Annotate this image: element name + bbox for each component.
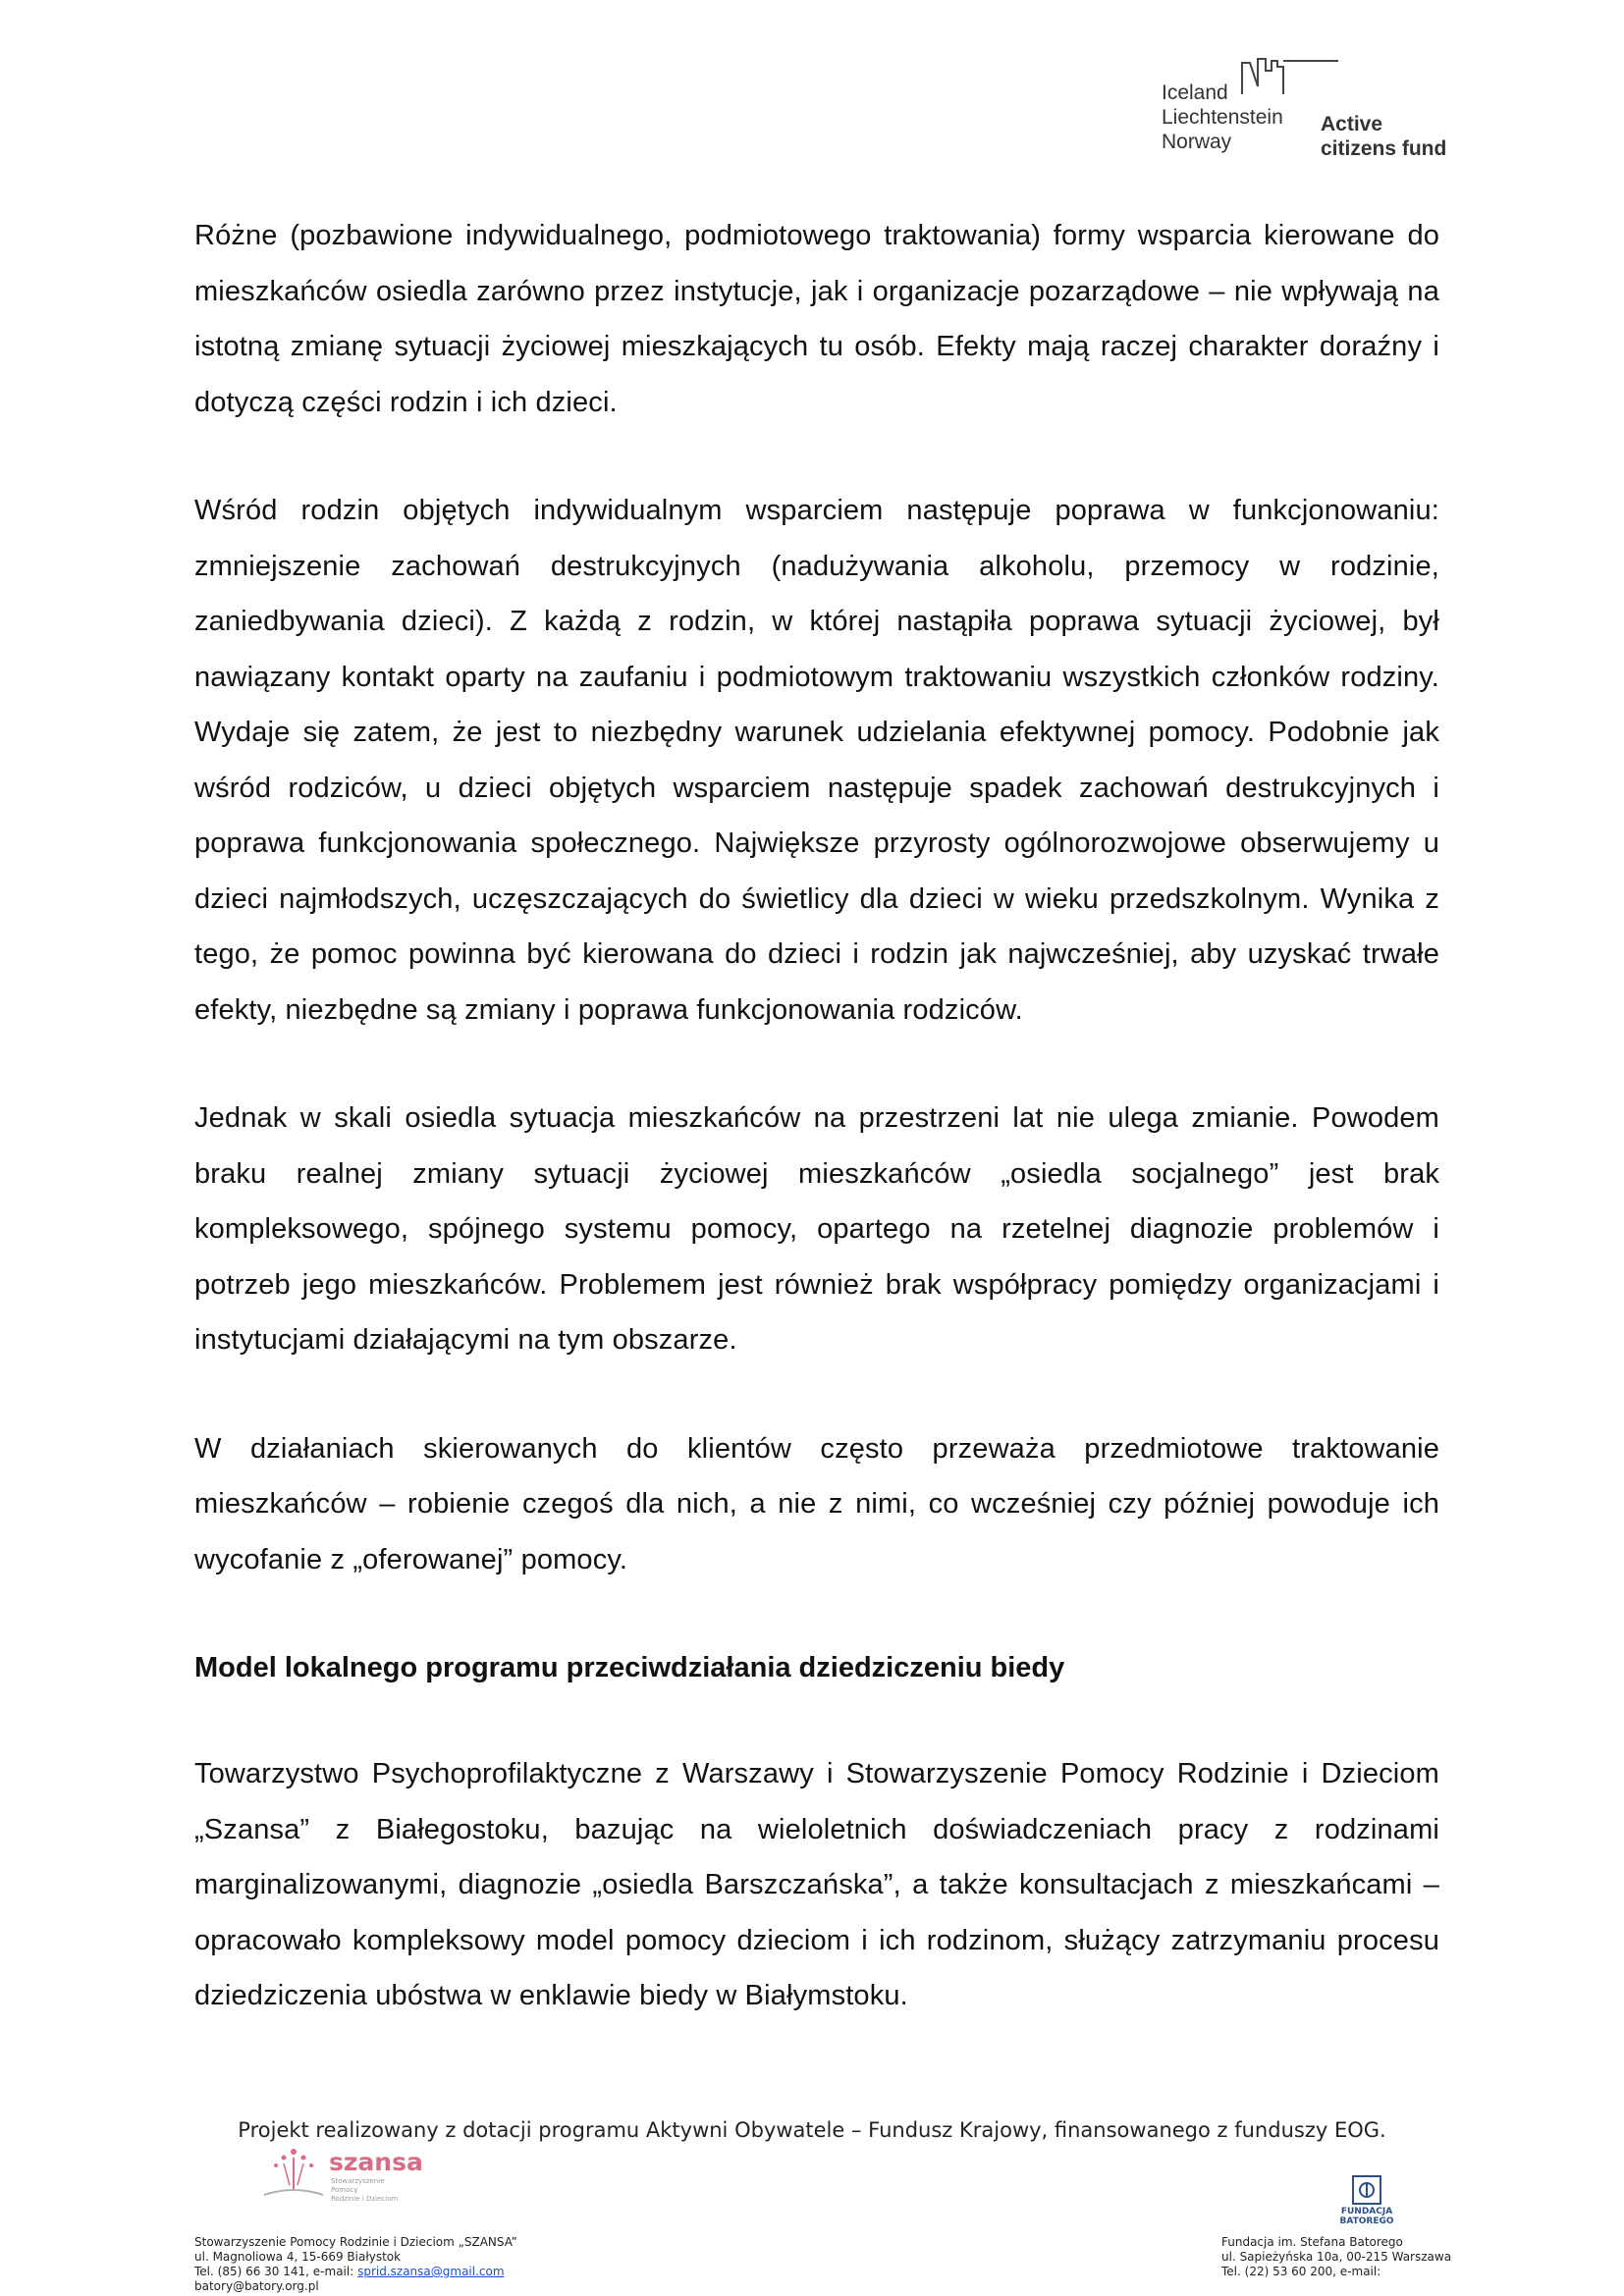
szansa-subtitle-line-3: Rodzinie i Dzieciom: [331, 2195, 399, 2203]
country-iceland: Iceland: [1162, 81, 1228, 104]
szansa-figures-icon: [260, 2146, 327, 2205]
batory-org-name: Fundacja im. Stefana Batorego: [1221, 2235, 1403, 2249]
funding-note: Projekt realizowany z dotacji programu Aktywni Obywatele – Fundusz Krajowy, finansowanego z funduszy EOG.: [238, 2118, 1386, 2142]
szansa-subtitle-line-1: Stowarzyszenie: [331, 2177, 385, 2185]
szansa-phone: Tel. (85) 66 30 141, e-mail:: [194, 2265, 358, 2278]
batory-label-line-1: FUNDACJA: [1340, 2207, 1393, 2216]
country-norway: Norway: [1162, 131, 1232, 153]
paragraph-2: Wśród rodzin objętych indywidualnym wsparciem następuje poprawa w funkcjonowaniu: zmniejszenie zachowań destrukcyjnych (nadużywania alkoholu, przemocy w rodzinie, zaniedbywania dzieci). Z każdą z rodzin, w której nastąpiła poprawa sytuacji życiowej, był nawiązany kontakt oparty na zaufaniu i podmiotowym traktowaniu wszystkich członków rodziny. Wydaje się zatem, że jest to niezbędny warunek udzielania efektywnej pomocy. Podobnie jak wśród rodziców, u dzieci objętych wsparciem następuje spadek zachowań destrukcyjnych i poprawa funkcjonowania społecznego. Największe przyrosty ogólnorozwojowe obserwujemy u dzieci najmłodszych, uczęszczających do świetlicy dla dzieci w wieku przedszkolnym. Wynika z tego, że pomoc powinna być kierowana do dzieci i rodzin jak najwcześniej, aby uzyskać trwałe efekty, niezbędne są zmiany i poprawa funkcjonowania rodziców.: [194, 495, 1439, 1026]
szansa-subtitle-line-2: Pomocy: [331, 2186, 358, 2194]
batory-label: [1337, 2207, 1396, 2226]
szansa-name: szansa: [329, 2148, 423, 2176]
batory-label-line-2: BATOREGO: [1339, 2216, 1394, 2226]
batory-address: ul. Sapieżyńska 10a, 00-215 Warszawa: [1221, 2250, 1452, 2264]
fund-line-2: citizens fund: [1321, 137, 1447, 160]
szansa-email-link[interactable]: sprid.szansa@gmail.com: [357, 2265, 505, 2278]
country-liechtenstein: Liechtenstein: [1162, 106, 1283, 129]
paragraph-1: Różne (pozbawione indywidualnego, podmiotowego traktowania) formy wsparcia kierowane do mieszkańców osiedla zarówno przez instytucje, jak i organizacje pozarządowe – nie wpływają na istotną zmianę sytuacji życiowej mieszkających tu osób. Efekty mają raczej charakter doraźny i dotyczą części rodzin i ich dzieci.: [194, 220, 1439, 418]
fund-name: [1321, 112, 1446, 161]
szansa-phone-email: [194, 2265, 517, 2279]
szansa-address: ul. Magnoliowa 4, 15-669 Białystok: [194, 2250, 402, 2264]
document-body: [194, 208, 1439, 2077]
paragraph-3: Jednak w skali osiedla sytuacja mieszkańców na przestrzeni lat nie ulega zmianie. Powodem braku realnej zmiany sytuacji życiowej mieszkańców „osiedla socjalnego” jest brak kompleksowego, spójnego systemu pomocy, opartego na rzetelnej diagnozie problemów i potrzeb jego mieszkańców. Problemem jest również brak współpracy pomiędzy organizacjami i instytucjami działającymi na tym obszarze.: [194, 1102, 1439, 1356]
batory-contact: [1221, 2235, 1451, 2279]
paragraph-4: W działaniach skierowanych do klientów często przeważa przedmiotowe traktowanie mieszkańców – robienie czegoś dla nich, a nie z nimi, co wcześniej czy później powoduje ich wycofanie z „oferowanej” pomocy.: [194, 1432, 1439, 1575]
szansa-org-name: Stowarzyszenie Pomocy Rodzinie i Dzieciom „SZANSA”: [194, 2235, 517, 2249]
section-heading: Model lokalnego programu przeciwdziałania dziedziczeniu biedy: [194, 1652, 1065, 1683]
countries-list: [1162, 80, 1283, 154]
fund-line-1: Active: [1321, 113, 1383, 135]
paragraph-5: Towarzystwo Psychoprofilaktyczne z Warszawy i Stowarzyszenie Pomocy Rodzinie i Dzieciom „Szansa” z Białegostoku, bazując na wieloletnich doświadczeniach pracy z rodzinami marginalizowanymi, diagnozie „osiedla Barszczańska”, a także konsultacjach z mieszkańcami – opracowało kompleksowy model pomocy dzieciom i ich rodzinom, służący zatrzymaniu procesu dziedziczenia ubóstwa w enklawie biedy w Białymstoku.: [194, 1758, 1439, 2011]
active-citizens-fund-logo: [1162, 57, 1456, 165]
szansa-contact: [194, 2235, 517, 2294]
szansa-subtitle: [331, 2177, 398, 2204]
batory-email: batory@batory.org.pl: [194, 2279, 319, 2293]
szansa-logo: [260, 2146, 423, 2207]
batory-phone: Tel. (22) 53 60 200, e-mail:: [1221, 2265, 1381, 2278]
batory-logo: [1337, 2175, 1396, 2234]
batory-emblem-icon: [1352, 2175, 1381, 2205]
